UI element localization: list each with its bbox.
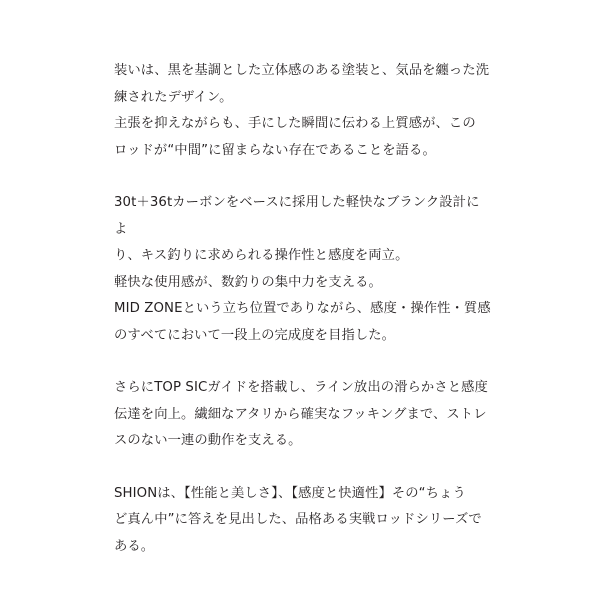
text-line: 練されたデザイン。	[114, 89, 233, 105]
text-line: 装いは、黒を基調とした立体感のある塗装と、気品を纏った洗	[114, 63, 490, 78]
text-line: ある。	[114, 538, 155, 554]
paragraph-4	[114, 481, 492, 561]
text-line: さらにTOP SICガイドを搭載し、ライン放出の滑らかさと感度	[114, 380, 488, 395]
paragraph-2	[114, 190, 492, 349]
text-line: SHIONは、【性能と美しさ】、【感度と快適性】その“ちょう	[114, 485, 466, 501]
text-line: り、キス釣りに求められる操作性と感度を両立。	[114, 248, 409, 263]
text-line: のすべてにおいて一段上の完成度を目指した。	[114, 327, 396, 343]
text-line: 伝達を向上。繊細なアタリから確実なフッキングまで、ストレ	[114, 406, 487, 422]
paragraph-1	[114, 58, 492, 164]
text-line: スのない一連の動作を支える。	[114, 433, 302, 448]
text-line: 軽快な使用感が、数釣りの集中力を支える。	[114, 274, 382, 290]
text-line: 30t＋36tカーボンをベースに採用した軽快なブランク設計によ	[114, 195, 480, 237]
text-line: MID ZONEという立ち位置でありながら、感度・操作性・質感	[114, 301, 491, 316]
text-line: 主張を抑えながらも、手にした瞬間に伝わる上質感が、この	[114, 116, 476, 131]
text-line: ロッドが“中間”に留まらない存在であることを語る。	[114, 142, 436, 158]
paragraph-3	[114, 375, 492, 455]
text-line: ど真ん中”に答えを見出した、品格ある実戦ロッドシリーズで	[114, 512, 482, 527]
